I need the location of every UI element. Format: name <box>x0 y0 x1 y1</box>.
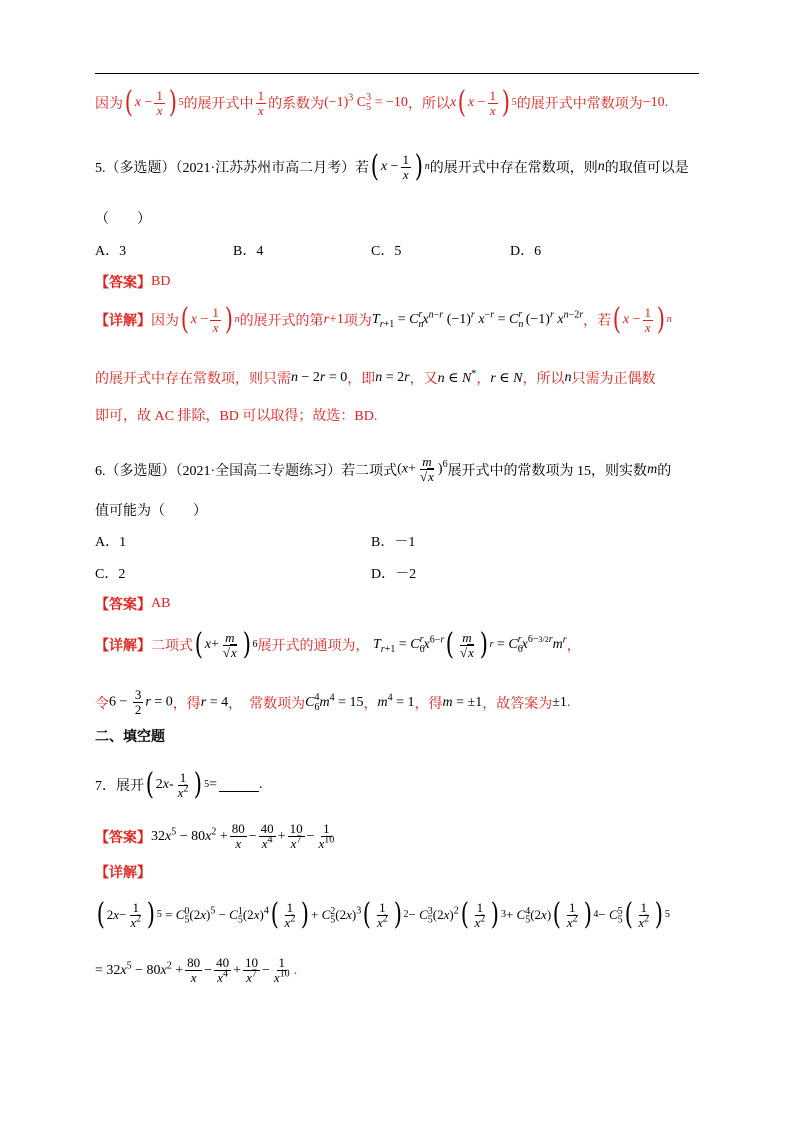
q7-answer-blank <box>219 779 259 792</box>
q5-option-b: B．4 <box>233 244 264 259</box>
q5-detail-line3: 即可，故 AC 排除，BD 可以取得；故选：BD. <box>95 409 378 424</box>
q6-detail-line1: 【详解】 二项式 ( x + $\frac{m}{√x}$ ) 6 展开式的通项为， $T_{r+1} = C_6^rx^{6-r}$ ( $\frac{m}{√x}$ ) r = $C_6^rx^{6-3/2r}m^r$ ， <box>95 627 581 662</box>
q4-text-constant: 的展开式中常数项为 <box>516 97 643 112</box>
q4-constant-value: −10 <box>642 95 665 110</box>
q7-expansion-line1: ( 2x− $\frac{1}{x^2}$ ) 5 = $C_5^0(2x)^5 - C_5^1(2x)^4$ ( $\frac{1}{x^2}$ ) + $C_5^2(2x)^3$ ( $\frac{1}{x^2}$ ) 2 − $C_5^3(2x)^2$ ( $\frac{1}{x^2}$ ) 3 + $C_5^4(2x)$ ( $\frac{1}{x^2}$ ) 4 − $C_5^5$ ( $\frac{1}{x^2}$ ) 5 <box>96 897 670 932</box>
q7-answer: 【答案】 $32x^5 - 80x^2$ + $\frac{80}{x}$ − $\frac{40}{x^4}$ + $\frac{10}{x^7}$ − $\frac{1}{x^{10}}$ <box>95 821 335 851</box>
q6-option-a: A．1 <box>95 535 127 550</box>
q6-detail-tag: 【详解】 <box>95 638 151 654</box>
q6-stem-line2: 值可能为（ ） <box>95 504 207 519</box>
q6-option-b: B．－1 <box>371 535 416 550</box>
q5-stem-a: 5.（多选题）（2021·江苏苏州市高二月考）若 <box>95 161 370 176</box>
q5-detail-line2: 的展开式中存在常数项，则只需 n − 2r = 0 ，即 n = 2r ，又 n ∈ N* ， r ∈ N ，所以 n 只需为正偶数 <box>95 367 656 387</box>
q6-answer-value: AB <box>151 596 171 611</box>
q7-answer-tag: 【答案】 <box>95 829 151 846</box>
q5-option-a: A．3 <box>95 244 127 259</box>
q4-text-expansion: 的展开式中 <box>183 97 254 112</box>
header-rule <box>95 73 699 74</box>
q4-conclusion-line: 因为 ( x − $\frac{1}{x}$ ) 5 的展开式中 $\frac{1}{x}$ 的系数为 $(-1)^3$ $C_5^3 = -10$ ，所以 x ( x − $\frac{1}{x}$ ) 5 的展开式中常数项为 −10 . <box>95 85 669 120</box>
q7-expansion-line2: = $32x^5 - 80x^2$ + $\frac{80}{x}$ − $\frac{40}{x^4}$ + $\frac{10}{x^7}$ − $\frac{1}{x^{10}}$ . <box>95 955 298 985</box>
q5-blank: （ ） <box>95 212 151 227</box>
q5-detail-tag: 【详解】 <box>95 313 151 329</box>
q7-stem: 7．展开 ( 2x- $\frac{1}{x^2}$ ) 5 = . <box>95 767 263 802</box>
q6-option-d: D．－2 <box>371 567 417 582</box>
q6-option-c: C．2 <box>95 567 126 582</box>
q5-answer-tag: 【答案】 <box>95 275 151 291</box>
q7-detail <box>95 862 151 882</box>
q5-detail-line1: 【详解】 因为 ( x − $\frac{1}{x}$ ) n 的展开式的第 r+1 项为 $T_{r+1} = C_n^rx^{n-r}$ $(-1)^r$ $x^{-r} = C_n^r$ $(-1)^r$ $x^{n-2r}$ ，若 ( x − $\frac{1}{x}$ ) n <box>95 302 672 337</box>
q4-text-therefore: ，所以 <box>407 97 450 112</box>
q6-stem: 6.（多选题）（2021·全国高二专题练习）若二项式 (x+ $\frac{m}{√x}$ )$^6$ 展开式中的常数项为 15，则实数 m 的 <box>95 454 672 484</box>
q6-answer-tag: 【答案】 <box>95 597 151 613</box>
q5-answer <box>95 272 170 292</box>
q6-detail-line2: 令 6 − $\frac{3}{2}$ r = 0 ，得 r = 4 ， 常数项为 $C_6^4m^4 = 15$ ， $m^4 = 1$ ，得 m = ±1 ，故答案为 ±1 . <box>95 687 571 717</box>
q4-text-coefficient: 的系数为 <box>268 97 325 112</box>
q5-stem: 5.（多选题）（2021·江苏苏州市高二月考）若 ( x − $\frac{1}{x}$ ) n 的展开式中存在常数项，则 n 的取值可以是 <box>95 149 689 184</box>
q5-option-d: D．6 <box>510 244 542 259</box>
q7-detail-tag: 【详解】 <box>95 865 151 881</box>
section-title-fill-in: 二、填空题 <box>95 729 165 745</box>
q5-answer-value: BD <box>151 274 171 289</box>
q5-option-c: C．5 <box>371 244 402 259</box>
q6-answer <box>95 594 170 614</box>
q4-text-because: 因为 <box>95 97 123 112</box>
